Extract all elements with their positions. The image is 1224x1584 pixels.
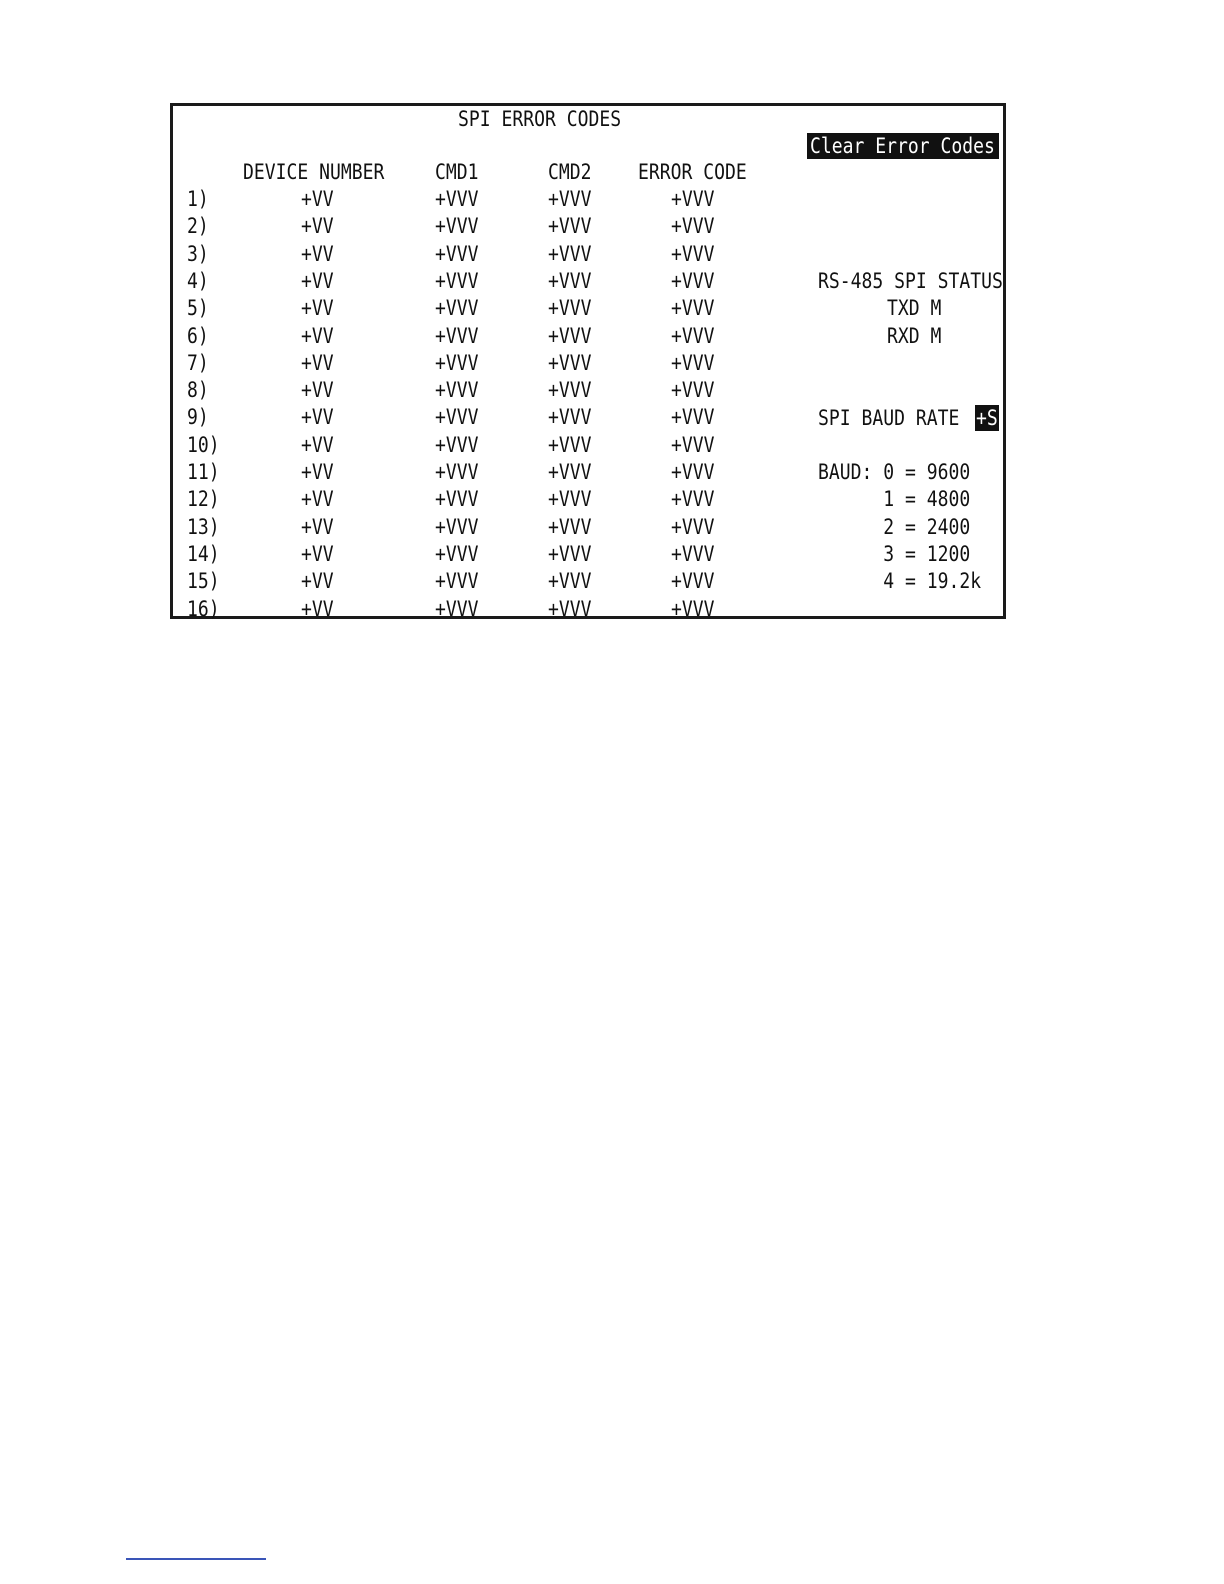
error-code-cell: +VVV <box>671 241 715 266</box>
cmd2-cell: +VVV <box>548 350 592 375</box>
cmd1-cell: +VVV <box>435 241 479 266</box>
column-header-error-code: ERROR CODE <box>638 160 747 184</box>
cmd2-cell: +VVV <box>548 514 592 539</box>
error-code-cell: +VVV <box>671 268 715 293</box>
rxd-indicator: RXD M <box>887 324 942 348</box>
device-number-cell: +VV <box>301 541 334 566</box>
row-number: 8) <box>187 378 209 403</box>
cmd2-cell: +VVV <box>548 187 592 211</box>
cmd2-cell: +VVV <box>548 432 592 457</box>
error-code-cell: +VVV <box>671 541 715 566</box>
cmd2-cell: +VVV <box>548 569 592 594</box>
cmd2-cell: +VVV <box>548 487 592 512</box>
clear-error-codes-button[interactable] <box>807 133 999 159</box>
error-code-cell: +VVV <box>671 514 715 539</box>
row-number: 14) <box>187 541 220 566</box>
error-code-cell: +VVV <box>671 350 715 375</box>
device-number-cell: +VV <box>301 268 334 293</box>
cmd2-cell: +VVV <box>548 596 592 621</box>
cmd1-cell: +VVV <box>435 268 479 293</box>
column-header-cmd2: CMD2 <box>548 160 592 184</box>
device-number-cell: +VV <box>301 350 334 375</box>
row-number: 1) <box>187 187 209 211</box>
row-number: 12) <box>187 487 220 512</box>
cmd2-cell: +VVV <box>548 378 592 403</box>
row-number: 5) <box>187 296 209 321</box>
cmd1-cell: +VVV <box>435 323 479 348</box>
cmd1-cell: +VVV <box>435 378 479 403</box>
error-code-cell: +VVV <box>671 214 715 239</box>
device-number-cell: +VV <box>301 241 334 266</box>
error-code-cell: +VVV <box>671 487 715 512</box>
row-number: 6) <box>187 323 209 348</box>
error-code-cell: +VVV <box>671 569 715 594</box>
cmd1-cell: +VVV <box>435 569 479 594</box>
baud-option: BAUD: 0 = 9600 <box>818 460 971 484</box>
row-number: 15) <box>187 569 220 594</box>
cmd2-cell: +VVV <box>548 541 592 566</box>
error-code-cell: +VVV <box>671 460 715 484</box>
row-number: 16) <box>187 596 220 621</box>
spi-error-codes-screen <box>170 103 1006 619</box>
cmd1-cell: +VVV <box>435 187 479 211</box>
row-number: 13) <box>187 514 220 539</box>
cmd2-cell: +VVV <box>548 268 592 293</box>
device-number-cell: +VV <box>301 487 334 512</box>
baud-rate-value: +S <box>976 406 998 430</box>
cmd1-cell: +VVV <box>435 487 479 512</box>
cmd2-cell: +VVV <box>548 323 592 348</box>
cmd1-cell: +VVV <box>435 460 479 484</box>
device-number-cell: +VV <box>301 460 334 484</box>
column-header-cmd1: CMD1 <box>435 160 479 184</box>
error-code-cell: +VVV <box>671 296 715 321</box>
row-number: 4) <box>187 268 209 293</box>
device-number-cell: +VV <box>301 187 334 211</box>
baud-rate-label: SPI BAUD RATE <box>818 406 960 430</box>
status-title: RS-485 SPI STATUS <box>818 269 1003 293</box>
row-number: 10) <box>187 432 220 457</box>
txd-indicator: TXD M <box>887 296 942 320</box>
clear-error-codes-label: Clear Error Codes <box>810 134 995 158</box>
error-code-cell: +VVV <box>671 405 715 430</box>
cmd2-cell: +VVV <box>548 296 592 321</box>
row-number: 9) <box>187 405 209 430</box>
device-number-cell: +VV <box>301 214 334 239</box>
baud-option: 3 = 1200 <box>818 541 971 566</box>
error-code-cell: +VVV <box>671 323 715 348</box>
baud-option: 2 = 2400 <box>818 514 971 539</box>
baud-option: 4 = 19.2k <box>818 569 982 594</box>
cmd1-cell: +VVV <box>435 214 479 239</box>
row-number: 7) <box>187 350 209 375</box>
cmd2-cell: +VVV <box>548 460 592 484</box>
device-number-cell: +VV <box>301 432 334 457</box>
device-number-cell: +VV <box>301 378 334 403</box>
cmd1-cell: +VVV <box>435 350 479 375</box>
cmd1-cell: +VVV <box>435 432 479 457</box>
cmd1-cell: +VVV <box>435 541 479 566</box>
error-code-cell: +VVV <box>671 432 715 457</box>
cmd2-cell: +VVV <box>548 241 592 266</box>
cmd1-cell: +VVV <box>435 405 479 430</box>
error-code-cell: +VVV <box>671 187 715 211</box>
baud-rate-field[interactable] <box>975 405 999 431</box>
row-number: 3) <box>187 241 209 266</box>
cmd2-cell: +VVV <box>548 405 592 430</box>
cmd1-cell: +VVV <box>435 296 479 321</box>
device-number-cell: +VV <box>301 323 334 348</box>
cmd1-cell: +VVV <box>435 514 479 539</box>
device-number-cell: +VV <box>301 596 334 621</box>
baud-option: 1 = 4800 <box>818 487 971 512</box>
error-code-cell: +VVV <box>671 596 715 621</box>
cmd2-cell: +VVV <box>548 214 592 239</box>
column-header-device-number: DEVICE NUMBER <box>243 160 385 184</box>
cmd1-cell: +VVV <box>435 596 479 621</box>
error-code-cell: +VVV <box>671 378 715 403</box>
device-number-cell: +VV <box>301 296 334 321</box>
footer-link-underline <box>126 1558 266 1560</box>
screen-title: SPI ERROR CODES <box>458 107 622 131</box>
row-number: 2) <box>187 214 209 239</box>
device-number-cell: +VV <box>301 514 334 539</box>
device-number-cell: +VV <box>301 405 334 430</box>
row-number: 11) <box>187 460 220 484</box>
device-number-cell: +VV <box>301 569 334 594</box>
